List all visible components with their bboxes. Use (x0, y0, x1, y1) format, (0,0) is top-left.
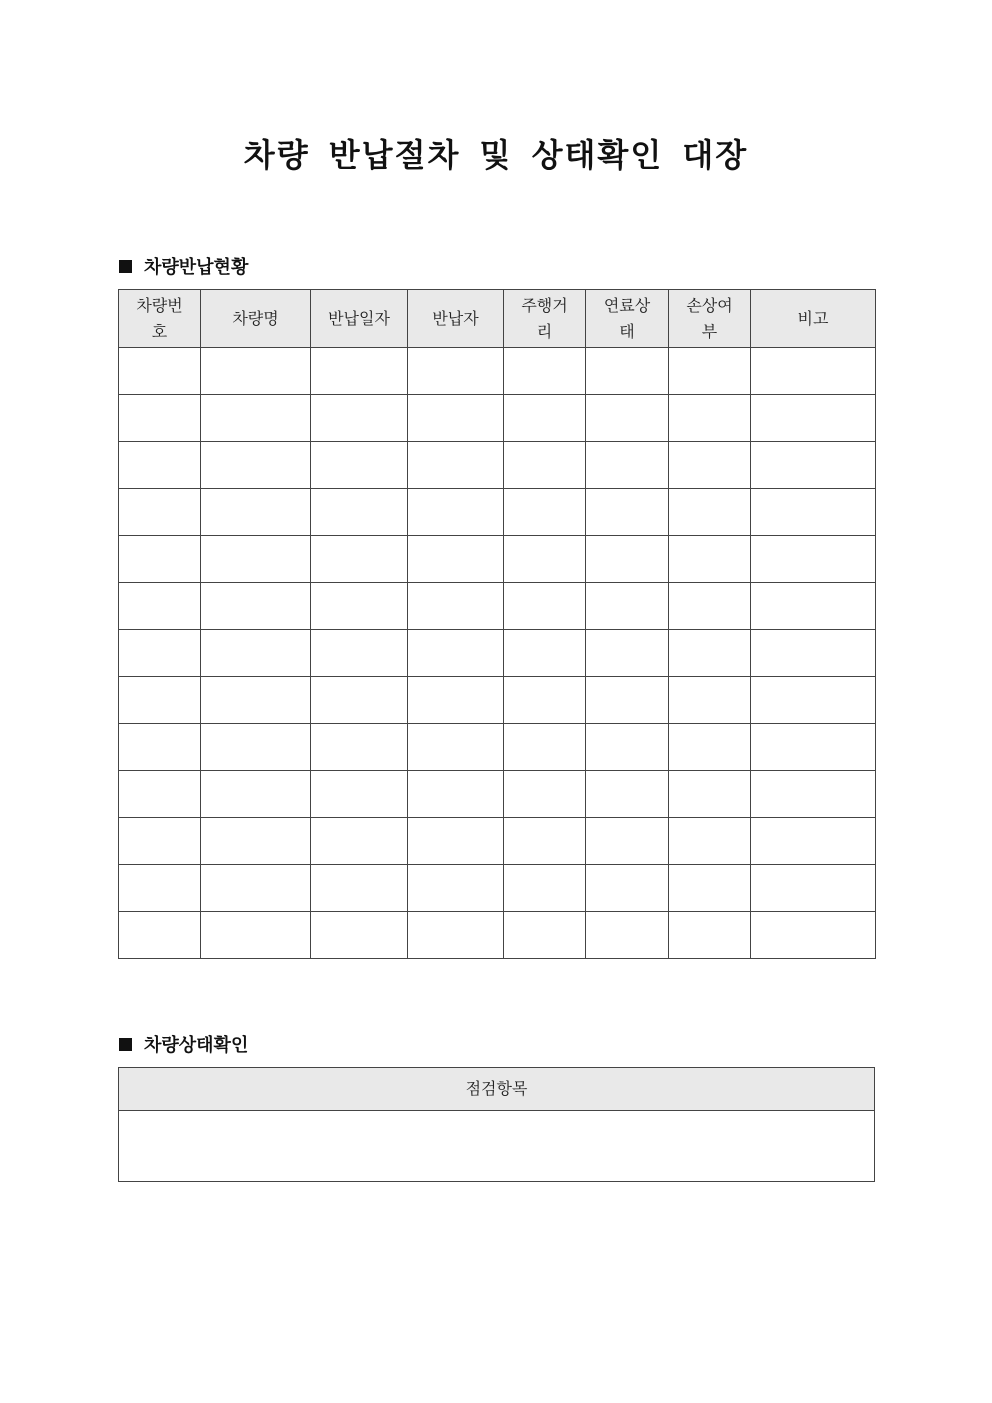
table-row (119, 724, 876, 771)
table-cell[interactable] (119, 677, 201, 724)
table-cell[interactable] (119, 536, 201, 583)
table-cell[interactable] (119, 865, 201, 912)
table-row (119, 489, 876, 536)
table-cell[interactable] (311, 583, 408, 630)
table-cell[interactable] (751, 912, 876, 959)
table-cell[interactable] (751, 489, 876, 536)
table-cell[interactable] (504, 395, 586, 442)
table-cell[interactable] (408, 348, 504, 395)
column-header-remarks: 비고 (751, 290, 876, 348)
table-cell[interactable] (586, 489, 669, 536)
table-cell[interactable] (119, 442, 201, 489)
square-bullet-icon (119, 260, 132, 273)
table-cell[interactable] (311, 677, 408, 724)
table-cell[interactable] (669, 818, 751, 865)
table-row (119, 1111, 875, 1182)
table-cell[interactable] (751, 348, 876, 395)
table-cell[interactable] (408, 395, 504, 442)
column-header-fuel-status: 연료상태 (586, 290, 669, 348)
table-cell[interactable] (751, 818, 876, 865)
table-cell[interactable] (201, 395, 311, 442)
table-cell[interactable] (408, 442, 504, 489)
table-cell[interactable] (201, 583, 311, 630)
table-row (119, 677, 876, 724)
table-row (119, 536, 876, 583)
table-cell[interactable] (669, 724, 751, 771)
table-cell[interactable] (311, 442, 408, 489)
table-cell[interactable] (751, 395, 876, 442)
table-cell[interactable] (751, 724, 876, 771)
column-header-return-date: 반납일자 (311, 290, 408, 348)
document-title: 차량 반납절차 및 상태확인 대장 (243, 136, 749, 174)
table-cell[interactable] (504, 865, 586, 912)
table-cell[interactable] (119, 724, 201, 771)
table-cell[interactable] (311, 724, 408, 771)
table-cell[interactable] (751, 771, 876, 818)
table-cell[interactable] (751, 865, 876, 912)
table-cell[interactable] (586, 677, 669, 724)
square-bullet-icon (119, 1038, 132, 1051)
table-cell[interactable] (201, 771, 311, 818)
table-cell[interactable] (751, 630, 876, 677)
table-cell[interactable] (586, 442, 669, 489)
table-cell[interactable] (119, 348, 201, 395)
table-cell[interactable] (119, 912, 201, 959)
table-cell[interactable] (119, 771, 201, 818)
table-cell[interactable] (408, 771, 504, 818)
table-cell[interactable] (408, 724, 504, 771)
column-header-damage: 손상여부 (669, 290, 751, 348)
table-cell[interactable] (408, 536, 504, 583)
table-cell[interactable] (311, 395, 408, 442)
table-cell[interactable] (669, 912, 751, 959)
table-cell[interactable] (119, 818, 201, 865)
table-cell[interactable] (201, 630, 311, 677)
table-cell[interactable] (201, 865, 311, 912)
vehicle-returns-table (118, 289, 876, 959)
table-cell[interactable] (201, 442, 311, 489)
table-cell[interactable] (586, 818, 669, 865)
table-cell[interactable] (311, 912, 408, 959)
column-header-vehicle-name: 차량명 (201, 290, 311, 348)
table-cell[interactable] (669, 677, 751, 724)
table-cell[interactable] (201, 489, 311, 536)
table-cell[interactable] (669, 395, 751, 442)
table-cell[interactable] (311, 818, 408, 865)
table-cell[interactable] (119, 583, 201, 630)
table-cell[interactable] (586, 630, 669, 677)
table-cell[interactable] (504, 818, 586, 865)
column-header-inspection-items: 점검항목 (119, 1068, 875, 1111)
table-row (119, 818, 876, 865)
table-cell[interactable] (586, 865, 669, 912)
returns-section-heading (119, 253, 248, 279)
table-cell[interactable] (408, 489, 504, 536)
table-cell[interactable] (586, 724, 669, 771)
table-cell[interactable] (669, 536, 751, 583)
table-cell[interactable] (669, 865, 751, 912)
table-header-row (119, 1068, 875, 1111)
table-row (119, 442, 876, 489)
vehicle-inspection-table (118, 1067, 875, 1182)
table-cell[interactable] (751, 442, 876, 489)
table-cell[interactable] (751, 536, 876, 583)
table-cell[interactable] (119, 489, 201, 536)
table-cell[interactable] (201, 536, 311, 583)
table-cell[interactable] (311, 348, 408, 395)
inspection-content-cell[interactable] (119, 1111, 875, 1182)
table-cell[interactable] (408, 583, 504, 630)
table-cell[interactable] (311, 489, 408, 536)
returns-section-title: 차량반납현황 (144, 257, 249, 278)
table-cell[interactable] (504, 771, 586, 818)
table-cell[interactable] (586, 771, 669, 818)
column-header-returner: 반납자 (408, 290, 504, 348)
table-cell[interactable] (119, 395, 201, 442)
table-cell[interactable] (201, 724, 311, 771)
table-cell[interactable] (586, 348, 669, 395)
table-cell[interactable] (504, 442, 586, 489)
table-cell[interactable] (586, 395, 669, 442)
table-row (119, 583, 876, 630)
table-cell[interactable] (669, 583, 751, 630)
column-header-vehicle-number: 차량번호 (119, 290, 201, 348)
table-cell[interactable] (201, 677, 311, 724)
table-cell[interactable] (408, 865, 504, 912)
table-cell[interactable] (504, 583, 586, 630)
table-cell[interactable] (504, 724, 586, 771)
column-header-mileage: 주행거리 (504, 290, 586, 348)
table-cell[interactable] (751, 677, 876, 724)
table-cell[interactable] (311, 865, 408, 912)
table-row (119, 865, 876, 912)
table-cell[interactable] (311, 536, 408, 583)
table-cell[interactable] (669, 348, 751, 395)
table-row (119, 912, 876, 959)
table-cell[interactable] (201, 818, 311, 865)
table-cell[interactable] (119, 630, 201, 677)
inspection-section-title: 차량상태확인 (144, 1035, 249, 1056)
table-row (119, 348, 876, 395)
table-cell[interactable] (586, 536, 669, 583)
table-cell[interactable] (751, 583, 876, 630)
table-cell[interactable] (311, 771, 408, 818)
table-cell[interactable] (504, 489, 586, 536)
table-cell[interactable] (408, 677, 504, 724)
table-cell[interactable] (669, 630, 751, 677)
table-cell[interactable] (201, 348, 311, 395)
table-cell[interactable] (504, 630, 586, 677)
table-row (119, 395, 876, 442)
table-cell[interactable] (586, 912, 669, 959)
table-cell[interactable] (408, 630, 504, 677)
table-cell[interactable] (669, 489, 751, 536)
table-cell[interactable] (408, 912, 504, 959)
table-cell[interactable] (669, 442, 751, 489)
table-cell[interactable] (311, 630, 408, 677)
table-cell[interactable] (504, 536, 586, 583)
table-cell[interactable] (504, 912, 586, 959)
table-cell[interactable] (669, 771, 751, 818)
inspection-section-heading (119, 1031, 248, 1057)
table-header-row (119, 290, 876, 348)
table-row (119, 630, 876, 677)
table-cell[interactable] (408, 818, 504, 865)
table-cell[interactable] (504, 348, 586, 395)
table-cell[interactable] (586, 583, 669, 630)
table-cell[interactable] (201, 912, 311, 959)
table-row (119, 771, 876, 818)
table-cell[interactable] (504, 677, 586, 724)
